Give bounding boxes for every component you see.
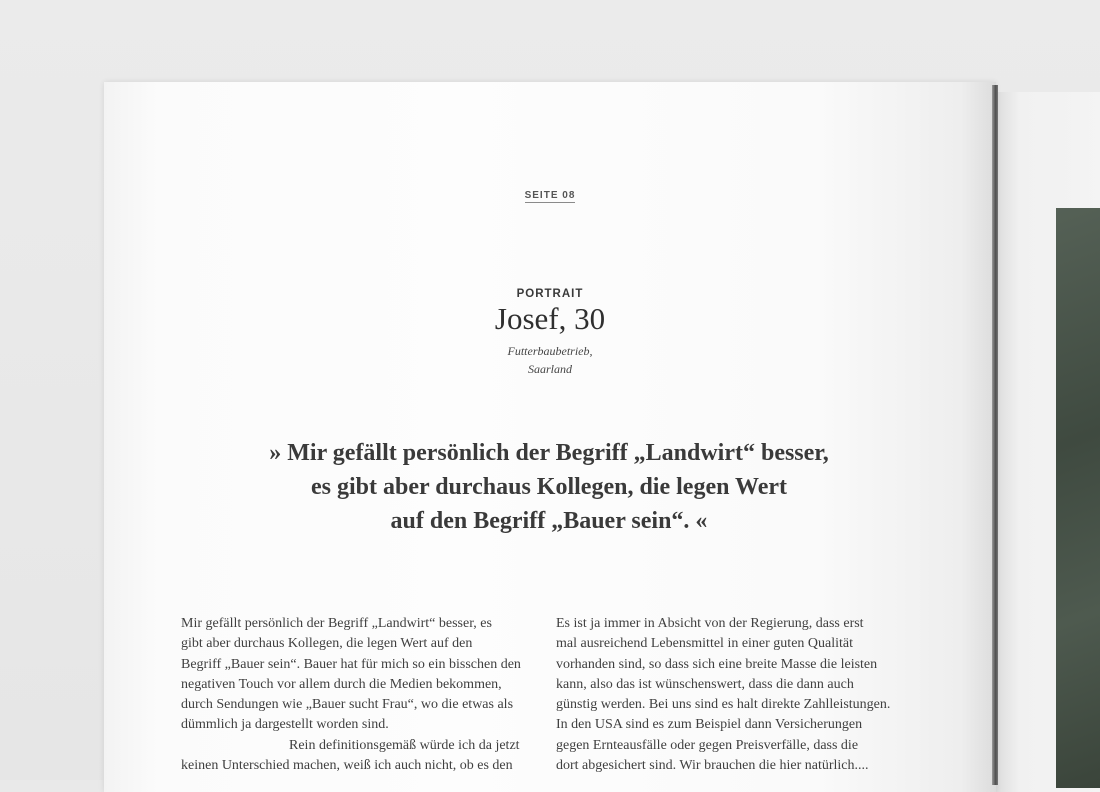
subtitle — [104, 342, 996, 378]
body-line: durch Sendungen wie „Bauer sucht Frau“, wo die etwas als — [181, 697, 514, 713]
pull-quote-line: auf den Begriff „Bauer sein“. « — [390, 508, 708, 534]
person-name: Josef, 30 — [494, 301, 606, 336]
body-line: negativen Touch vor allem durch die Medien bekommen, — [181, 676, 502, 692]
body-line: mal ausreichend Lebensmittel in einer guten Qualität — [556, 636, 854, 652]
page-number: SEITE 08 — [524, 190, 576, 201]
body-line: dort abgesichert sind. Wir brauchen die hier natürlich.... — [556, 758, 869, 774]
page-spine-edge — [992, 85, 998, 785]
body-line: In den USA sind es zum Beispiel dann Versicherungen — [556, 717, 863, 733]
facing-page-photo — [1056, 208, 1100, 788]
section-label: PORTRAIT — [516, 288, 584, 300]
subtitle-line: Saarland — [527, 362, 572, 376]
pull-quote — [184, 436, 914, 538]
body-line: Es ist ja immer in Absicht von der Regierung, dass erst — [556, 616, 864, 631]
body-line: gegen Ernteausfälle oder gegen Preisverfälle, dass die — [556, 737, 859, 753]
pull-quote-line: es gibt aber durchaus Kollegen, die legen Wert — [310, 474, 787, 500]
body-column-right — [556, 614, 926, 776]
body-line: Rein definitionsgemäß würde ich da jetzt — [289, 737, 520, 753]
body-line: kann, also das ist wünschenswert, dass die dann auch — [556, 676, 854, 692]
body-line: günstig werden. Bei uns sind es halt direkte Zahlleistungen. — [556, 697, 891, 713]
subtitle-line: Futterbaubetrieb, — [507, 344, 593, 358]
body-line: Mir gefällt persönlich der Begriff „Landwirt“ besser, es — [181, 616, 492, 631]
body-line: dümmlich ja dargestellt worden sind. — [181, 717, 389, 733]
body-line: vorhanden sind, so dass sich eine breite Masse die leisten — [556, 656, 878, 672]
body-column-left — [181, 614, 551, 776]
pull-quote-line: » Mir gefällt persönlich der Begriff „Landwirt“ besser, — [269, 440, 829, 466]
body-line: gibt aber durchaus Kollegen, die legen Wert auf den — [181, 636, 473, 652]
body-line: Begriff „Bauer sein“. Bauer hat für mich so ein bisschen den — [181, 656, 521, 672]
body-line: keinen Unterschied machen, weiß ich auch nicht, ob es den — [181, 758, 513, 774]
magazine-page — [104, 82, 996, 792]
